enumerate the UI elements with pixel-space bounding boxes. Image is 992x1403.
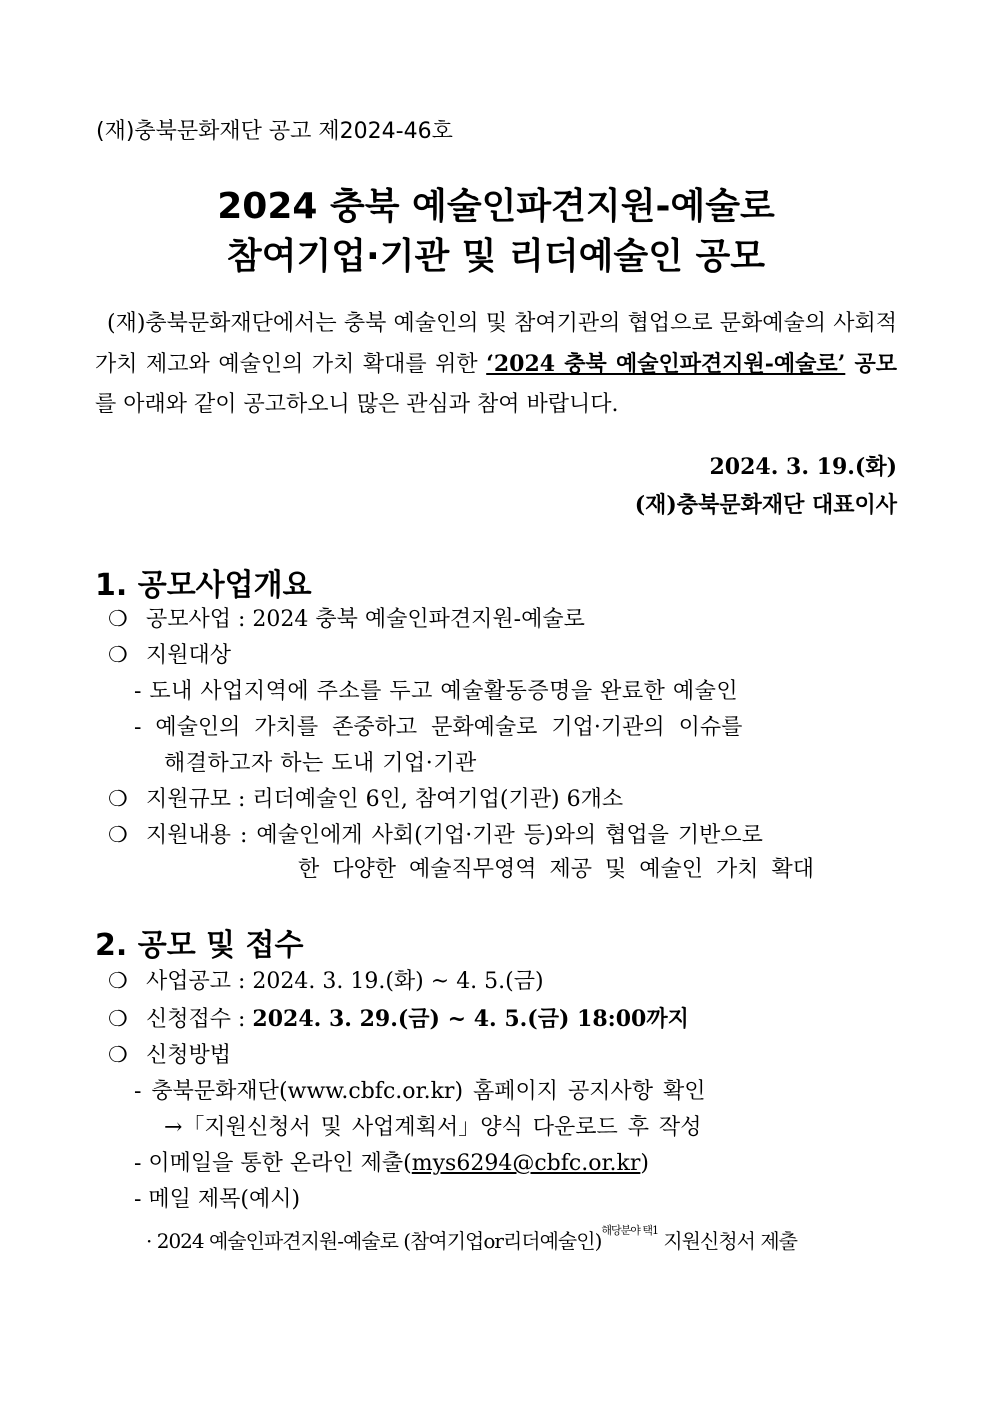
item-apply-value: 2024. 3. 29.(금) ~ 4. 5.(금) 18:00까지 bbox=[252, 1006, 689, 1032]
list-item: - 충북문화재단(www.cbfc.or.kr) 홈페이지 공지사항 확인 bbox=[134, 1079, 706, 1104]
intro-lead: (재)충북문화재단에서는 충북 예술인의 및 참여기관의 협업으로 문화예술의 사회적 가치 제고와 예술인의 가치 확대를 위한 bbox=[95, 311, 897, 377]
list-item: 해결하고자 하는 도내 기업·기관 bbox=[164, 751, 477, 776]
circle-bullet-icon: ❍ bbox=[108, 1007, 128, 1032]
intro-trail: 를 아래와 같이 공고하오니 많은 관심과 참여 바랍니다. bbox=[95, 392, 619, 417]
section2-heading: 2. 공모 및 접수 bbox=[95, 928, 304, 963]
list-item bbox=[108, 602, 585, 633]
list-item bbox=[108, 638, 231, 669]
item-scale: 지원규모 : 리더예술인 6인, 참여기업(기관) 6개소 bbox=[146, 787, 624, 812]
subject-note: 해당분야 택1 bbox=[601, 1224, 658, 1237]
circle-bullet-icon: ❍ bbox=[108, 823, 128, 848]
list-item: - 메일 제목(예시) bbox=[134, 1187, 301, 1212]
list-item: - 도내 사업지역에 주소를 두고 예술활동증명을 완료한 예술인 bbox=[134, 679, 739, 704]
notice-number: (재)충북문화재단 공고 제2024-46호 bbox=[96, 119, 453, 144]
intro-trail-bold: 공모 bbox=[845, 351, 897, 377]
item-method: 신청방법 bbox=[146, 1043, 232, 1068]
intro-paragraph bbox=[95, 304, 897, 425]
page-title-line2: 참여기업·기관 및 리더예술인 공모 bbox=[226, 236, 766, 277]
circle-bullet-icon: ❍ bbox=[108, 787, 128, 812]
list-item: - 예술인의 가치를 존중하고 문화예술로 기업·기관의 이슈를 bbox=[134, 715, 743, 740]
item-apply-label: 신청접수 : bbox=[146, 1007, 253, 1032]
list-item: 한 다양한 예술직무영역 제공 및 예술인 가치 확대 bbox=[298, 857, 814, 882]
page-title-line1: 2024 충북 예술인파견지원-예술로 bbox=[217, 186, 775, 227]
list-item bbox=[108, 818, 763, 849]
list-item bbox=[108, 1038, 231, 1069]
item-announce: 사업공고 : 2024. 3. 19.(화) ~ 4. 5.(금) bbox=[146, 969, 544, 994]
circle-bullet-icon: ❍ bbox=[108, 1043, 128, 1068]
item-content: 지원내용 : 예술인에게 사회(기업·기관 등)와의 협업을 기반으로 bbox=[146, 823, 763, 848]
list-item bbox=[108, 782, 623, 813]
list-item bbox=[134, 1146, 649, 1177]
email-suffix: ) bbox=[640, 1151, 649, 1176]
program-name: ‘2024 충북 예술인파견지원-예술로’ bbox=[486, 351, 846, 377]
circle-bullet-icon: ❍ bbox=[108, 969, 128, 994]
signer: (재)충북문화재단 대표이사 bbox=[634, 492, 897, 518]
subject-example: · 2024 예술인파견지원-예술로 (참여기업or리더예술인) bbox=[146, 1229, 602, 1253]
subject-suffix: 지원신청서 제출 bbox=[658, 1229, 797, 1253]
circle-bullet-icon: ❍ bbox=[108, 607, 128, 632]
list-item: →「지원신청서 및 사업계획서」양식 다운로드 후 작성 bbox=[164, 1115, 702, 1140]
circle-bullet-icon: ❍ bbox=[108, 643, 128, 668]
item-program: 공모사업 : 2024 충북 예술인파견지원-예술로 bbox=[146, 607, 585, 632]
item-target: 지원대상 bbox=[146, 643, 232, 668]
email-prefix: - 이메일을 통한 온라인 제출( bbox=[134, 1151, 412, 1176]
section1-heading: 1. 공모사업개요 bbox=[95, 568, 312, 603]
list-item bbox=[108, 964, 544, 995]
announcement-date: 2024. 3. 19.(화) bbox=[709, 454, 897, 480]
list-item bbox=[108, 1002, 689, 1033]
list-item bbox=[146, 1222, 797, 1254]
email-link[interactable]: mys6294@cbfc.or.kr bbox=[411, 1151, 641, 1176]
